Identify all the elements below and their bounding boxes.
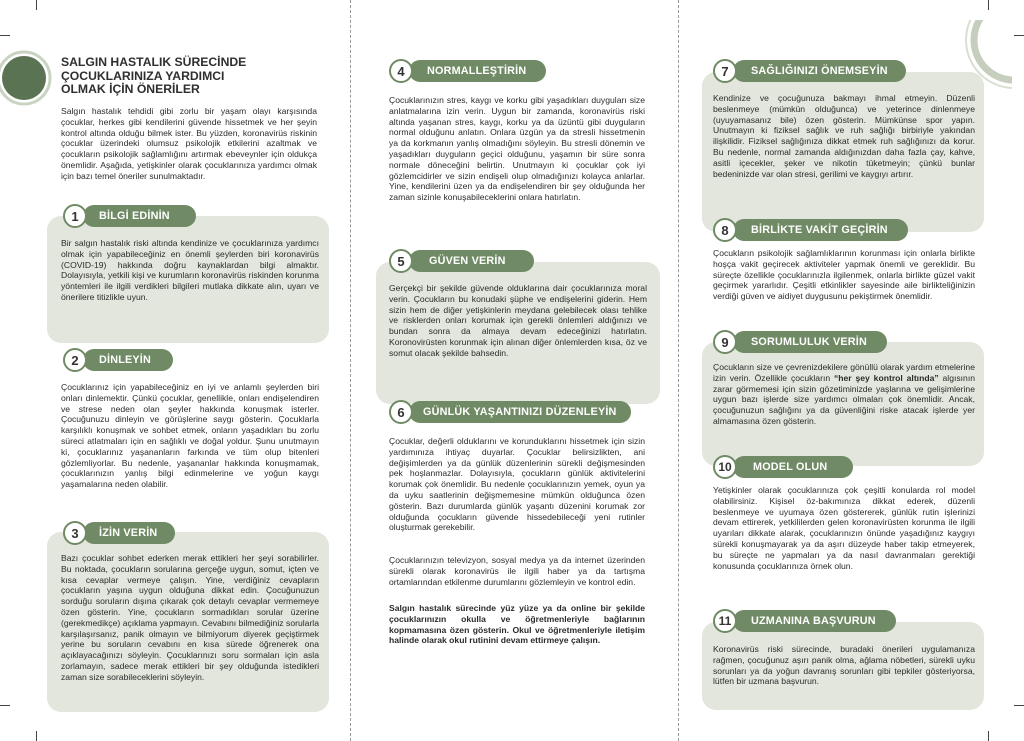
section-6-header bbox=[389, 399, 631, 425]
title-line: ÇOCUKLARINIZA YARDIMCI bbox=[61, 68, 225, 83]
section-5-text: Gerçekçi bir şekilde güvende olduklarına dair çocuklarınıza moral verin. Çocukların bu konudaki şüphe ve endişelerini giderin. Hem sizin hem de diğer yetişkinlerin meydana gelebilecek olası tehlike ve risklerden onları korumak için gerekli önlemleri aldığınızı ve bundan sonra da almaya devam edeceğinizi hatırlatın. Koronovirüsten korunmak için alınan diğer önlemlerden kısa, öz ve somut olacak şekilde bahsedin. bbox=[389, 283, 647, 358]
crop-mark bbox=[1014, 35, 1024, 36]
section-4-header bbox=[389, 58, 546, 84]
section-6-text: Çocuklarınızın televizyon, sosyal medya ya da internet üzerinden sürekli olarak koronavirüs ile ilgili haber ya da tartışma ortamlarından etkilenme durumlarını gözlemleyin ve kontrol edin. bbox=[389, 555, 645, 587]
crop-mark bbox=[36, 0, 37, 10]
intro-paragraph: Salgın hastalık tehdidi gibi zorlu bir yaşam olayı karşısında çocuklar, herkes gibi kendilerini güvende hissetmek ve her şeyin kontrol altında olduğu bilmek ister. Bu yüzden, koronavirüs riskinin çocuklar üzerindeki olumsuz psikolojik etkilerini azaltmak ve çocukların psikolojik sağlamlığını artırmak ebeveynler için oldukça önemlidir. Aşağıda, yetişkinler olarak çocuklarınıza yardımcı olmak için bazı temel öneriler sunulmaktadır. bbox=[61, 106, 317, 181]
section-number: 5 bbox=[389, 249, 413, 273]
section-number: 2 bbox=[63, 348, 87, 372]
section-11-text: Koronavirüs riski sürecinde, buradaki önerileri uygulamanıza rağmen, çocuğunuz aşırı panik olma, ağlama nöbetleri, sürekli uyku sorunları ya da yoğun davranış sorunları gibi tepkiler gösteriyorsa, lütfen bir uzmana başvurun. bbox=[713, 644, 975, 687]
section-number: 10 bbox=[713, 455, 737, 479]
section-10-text: Yetişkinler olarak çocuklarınıza çok çeşitli konularda rol model olabilirsiniz. Kişisel öz-bakımınıza dikkat ederek, düzenli beslenmeye ve uyumaya özen göstererek, günlük rutin işlerinizi devam ettirerek, yetkililerden gelen koronavirüsten korunma ile ilgili uyarıları dikkate alarak, çocuklarınızın önünde yaşadığınız kaygıyı sürekli konuşmayarak ya da aşırı düzeyde haber takip etmeyerek, bu süreçte ne yapmaları ya da nasıl davranmaları gerektiği konusunda çocuklarınıza örnek olun. bbox=[713, 485, 975, 571]
section-7-text: Kendinize ve çocuğunuza bakmayı ihmal etmeyin. Düzenli beslenmeye (mümkün olduğunca) ve yeterince dinlenmeye (uyuyamasanız bile) özen gösterin. Mümkünse spor yapın. Unutmayın ki fiziksel sağlık ve ruh sağlığı birbiriyle yakından ilişkilidir. Fiziksel sağlığınıza dikkat etmek ruh sağlığınızı da korur. Bu nedenle, normal zamanda aldığınızdan daha fazla çay, kahve, asitli içecekler, şeker ve nikotin tüketmeyin; çünkü bunlar bedeninizde var olan stresi, gerilimi ve kaygıyı artırır. bbox=[713, 93, 975, 179]
crop-mark bbox=[988, 731, 989, 741]
section-6-text: Çocuklar, değerli olduklarını ve korunduklarını hissetmek için sizin yardımınıza ihtiyaç duyarlar. Çocuklar belirsizlikten, ani değişimlerden ya da günlük düzenlerinin sürekli değişmesinden pek hoşlanmazlar. Dolayısıyla, çocukların günlük aktivitelerini korumak çok önemlidir. Bu nedenle çocuklarınızın yemek, oyun ya da uyku saatlerinin değişmemesine mümkün olduğunca özen gösterin. Bazı durumlarda günlük yaşantı düzenini korumak zor olduğunda çocukların güvende hissedebileceği yeni rutinler oluşturmak gerekebilir. bbox=[389, 436, 645, 533]
section-number: 8 bbox=[713, 218, 737, 242]
crop-mark bbox=[0, 35, 10, 36]
section-number: 11 bbox=[713, 609, 737, 633]
section-title: İZİN VERİN bbox=[83, 522, 175, 544]
section-11-header bbox=[713, 608, 896, 634]
section-2-header bbox=[63, 347, 173, 373]
section-number: 3 bbox=[63, 521, 87, 545]
section-title: GÜVEN VERİN bbox=[409, 250, 534, 272]
title-line: SALGIN HASTALIK SÜRECİNDE bbox=[61, 55, 247, 69]
section-9-text-emphasis: “her şey kontrol altında” bbox=[833, 372, 939, 383]
section-number: 7 bbox=[713, 59, 737, 83]
section-title: NORMALLEŞTİRİN bbox=[409, 60, 546, 82]
section-6-text-bold: Salgın hastalık sürecinde yüz yüze ya da online bir şekilde çocuklarınızın okulla ve öğretmenleriyle bağlarının kopmamasına özen gösterin. Okul ve öğretmenleriyle iletişim halinde olarak okul rutinini devam ettirmeye çalışın. bbox=[389, 603, 645, 646]
section-9-text-part: Çocukların size ve çevrenizdekilere gönüllü olarak yardım etmelerine izin verin. Özellikle çocukların bbox=[713, 362, 975, 383]
title-line: OLMAK İÇİN ÖNERİLER bbox=[61, 82, 200, 96]
section-10-header bbox=[713, 454, 853, 480]
section-title: BİRLİKTE VAKİT GEÇİRİN bbox=[733, 219, 908, 241]
section-title: SAĞLIĞINIZI ÖNEMSEYİN bbox=[733, 60, 906, 82]
section-1-text: Bir salgın hastalık riski altında kendinize ve çocuklarınıza yardımcı olmak için yapabileceğiniz en önemli şeylerden biri koronavirüs (COVID-19) hakkında doğru kaynaklardan bilgi almaktır. Dolayısıyla, yetkili kişi ve kurumların koronavirüs riskinden korunma yöntemleri ile ilgili verdikleri bilgileri mutlaka dikkate alın, uyarı ve önerilere titizlikle uyun. bbox=[61, 238, 319, 302]
section-number: 6 bbox=[389, 400, 413, 424]
section-title: DİNLEYİN bbox=[83, 349, 173, 371]
crop-mark bbox=[36, 731, 37, 741]
section-title: GÜNLÜK YAŞANTINIZI DÜZENLEYİN bbox=[409, 401, 631, 423]
section-8-header bbox=[713, 217, 908, 243]
section-8-text: Çocukların psikolojik sağlamlıklarının korunması için onlarla birlikte hoşça vakit geçirecek aktiviteler yapmak önemli ve gereklidir. Bu süreçte özellikle çocuklarınızla ilgilenmek, onlarla birlikte güzel vakit geçirmek yararlıdır. Çeşitli etkinlikler sayesinde aile birlikteliğinizin verdiği güven ve aidiyet duygusunu pekiştirmek önemlidir. bbox=[713, 248, 975, 302]
section-3-text: Bazı çocuklar sohbet ederken merak ettikleri her şeyi sorabilirler. Bu noktada, çocukların sorularına gerçeğe uygun, somut, içten ve kısa cevaplar vermeye çalışın. Yine, verdiğiniz cevapların çocukların yaşına uygun olduğuna dikkat edin. Çocuğunuzun sorduğu soruların dışına çıkarak çok detaylı cevaplar vermemeye özen gösterin. Yine, çocukların sormadıkları sorular üzerine (gerekmedikçe) açıklama yapmayın. Cevabını bilmediğiniz sorularla karşılaşırsanız, panik olmayın ve bilmiyorum diyerek geçiştirmek yerine bu soruların cevabını en kısa sürede öğrenerek ona açıklayacağınızı söyleyin. Çocuklarınızı soru sormaları için asla zorlamayın, sadece merak ettikleri bir şey olduğunda istedikleri zaman size sorabileceklerini söyleyin. bbox=[61, 553, 319, 682]
panel-left bbox=[12, 20, 350, 725]
section-9-header bbox=[713, 329, 887, 355]
crop-mark bbox=[988, 0, 989, 10]
section-number: 4 bbox=[389, 59, 413, 83]
section-1-header bbox=[63, 203, 196, 229]
section-title: BİLGİ EDİNİN bbox=[83, 205, 196, 227]
section-number: 1 bbox=[63, 204, 87, 228]
fold-line-right bbox=[678, 0, 679, 741]
section-number: 9 bbox=[713, 330, 737, 354]
section-title: SORUMLULUK VERİN bbox=[733, 331, 887, 353]
crop-mark bbox=[1014, 705, 1024, 706]
section-5-header bbox=[389, 248, 534, 274]
section-title: UZMANINA BAŞVURUN bbox=[733, 610, 896, 632]
section-2-text: Çocuklarınız için yapabileceğiniz en iyi ve anlamlı şeylerden biri onları dinlemektir. Çünkü çocuklar, genellikle, onları endişelendiren ve strese neden olan şeyler hakkında konuşmak isterler. Çocuğunuzu dinleyin ve görüşlerine saygı gösterin. Çocuklarla karşılıklı konuşmak ve sohbet etmek, onların yaşadıkları bu zorlu süreci atlatmaları için en sağlıklı ve doğal yoldur. Şunu unutmayın ki, çocuklarınız yaşananların farkında ve tüm olup bitenleri gözlemliyorlar. Bu nedenle, yaşananlar hakkında konuşmamak, çocuklarınızın yanlış bilgi edinmelerine ve yoğun kaygı yaşamalarına neden olabilir. bbox=[61, 382, 319, 490]
section-9-text-part: algısının zarar görmemesi için sizin gözetiminizde yaşlarına ve gelişimlerine uygun bazı işlerde size yardımcı olmaları çok önemlidir. Ancak, çocuğunuzun sağlığını ya da güvenliğini riske atacak işlerde yer almamasına özen gösterin. bbox=[713, 372, 975, 426]
panel-right bbox=[680, 20, 1012, 725]
page-title bbox=[61, 56, 321, 97]
section-title: MODEL OLUN bbox=[733, 456, 853, 478]
section-9-text bbox=[713, 362, 975, 427]
decorative-circle-icon bbox=[0, 50, 56, 106]
panel-middle bbox=[352, 20, 678, 725]
fold-line-left bbox=[350, 0, 351, 741]
crop-mark bbox=[0, 705, 10, 706]
section-7-header bbox=[713, 58, 906, 84]
section-4-text: Çocuklarınızın stres, kaygı ve korku gibi yaşadıkları duyguları size anlatmalarına izin verin. Uygun bir zamanda, koronavirüs riski altında yaşanan stres, kaygı, korku ya da üzüntü gibi duyguların normal olduğunu anlatın. Onlara üzgün ya da stresli hissetmenin ya da korkmanın yanlış olmadığını söyleyin. Bu stresli dönemin ve yaşadıkları duyguların geçici olduğunu, yaşamın bir süre sonra normale döneceğini belirtin. Unutmayın ki çocuklar çok iyi gözlemcidirler ve sizin endişeli olup olmadığınızı kolayca anlarlar. Yine, kendilerini üzen ya da endişelendiren bir şey olduğunda her zaman sizinle konuşabileceklerini onlara hatırlatın. bbox=[389, 95, 645, 203]
section-3-header bbox=[63, 520, 175, 546]
